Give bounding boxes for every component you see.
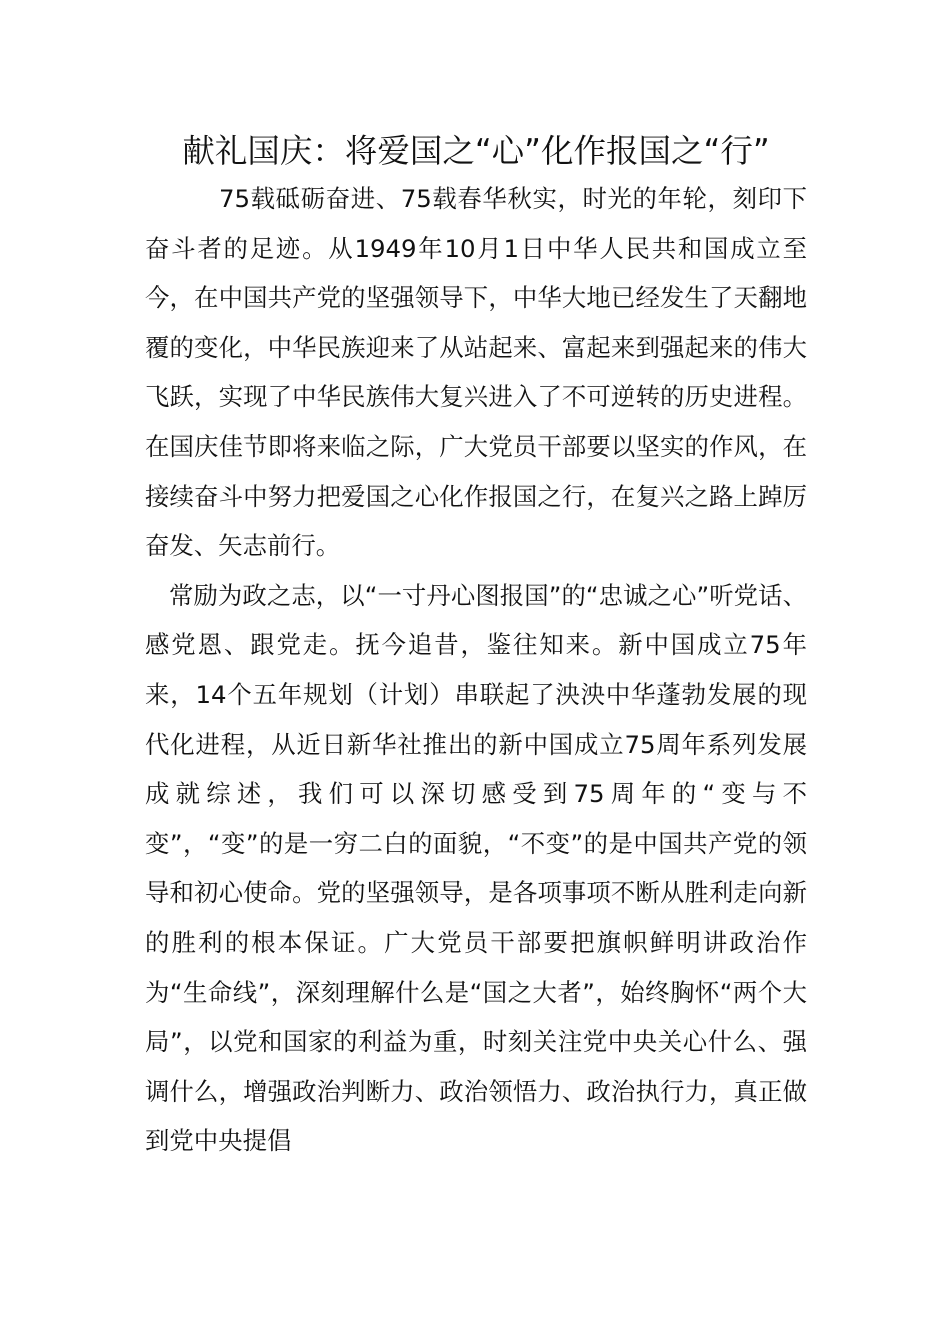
paragraph-2: 常励为政之志，以“一寸丹心图报国”的“忠诚之心”听党话、感党恩、跟党走。抚今追昔，鉴往知来。新中国成立75年来，14个五年规划（计划）串联起了泱泱中华蓬勃发展的现代化进程，从近日新华社推出的新中国成立75周年系列发展成就综述，我们可以深切感受到75周年的“变与不变”，“变”的是一穷二白的面貌，“不变”的是中国共产党的领导和初心使命。党的坚强领导，是各项事项不断从胜利走向新的胜利的根本保证。广大党员干部要把旗帜鲜明讲政治作为“生命线”，深刻理解什么是“国之大者”，始终胸怀“两个大局”，以党和国家的利益为重，时刻关注党中央关心什么、强调什么，增强政治判断力、政治领悟力、政治执行力，真正做到党中央提倡 bbox=[145, 580, 807, 1156]
paragraph-1: 75载砥砺奋进、75载春华秋实，时光的年轮，刻印下奋斗者的足迹。从1949年10月1日中华人民共和国成立至今，在中国共产党的坚强领导下，中华大地已经发生了天翻地覆的变化，中华民族迎来了从站起来、富起来到强起来的伟大飞跃，实现了中华民族伟大复兴进入了不可逆转的历史进程。在国庆佳节即将来临之际，广大党员干部要以坚实的作风，在接续奋斗中努力把爱国之心化作报国之行，在复兴之路上踔厉奋发、矢志前行。 bbox=[145, 184, 807, 561]
document-title: 献礼国庆：将爱国之“心”化作报国之“行” bbox=[182, 132, 770, 170]
document-page bbox=[145, 128, 807, 1166]
